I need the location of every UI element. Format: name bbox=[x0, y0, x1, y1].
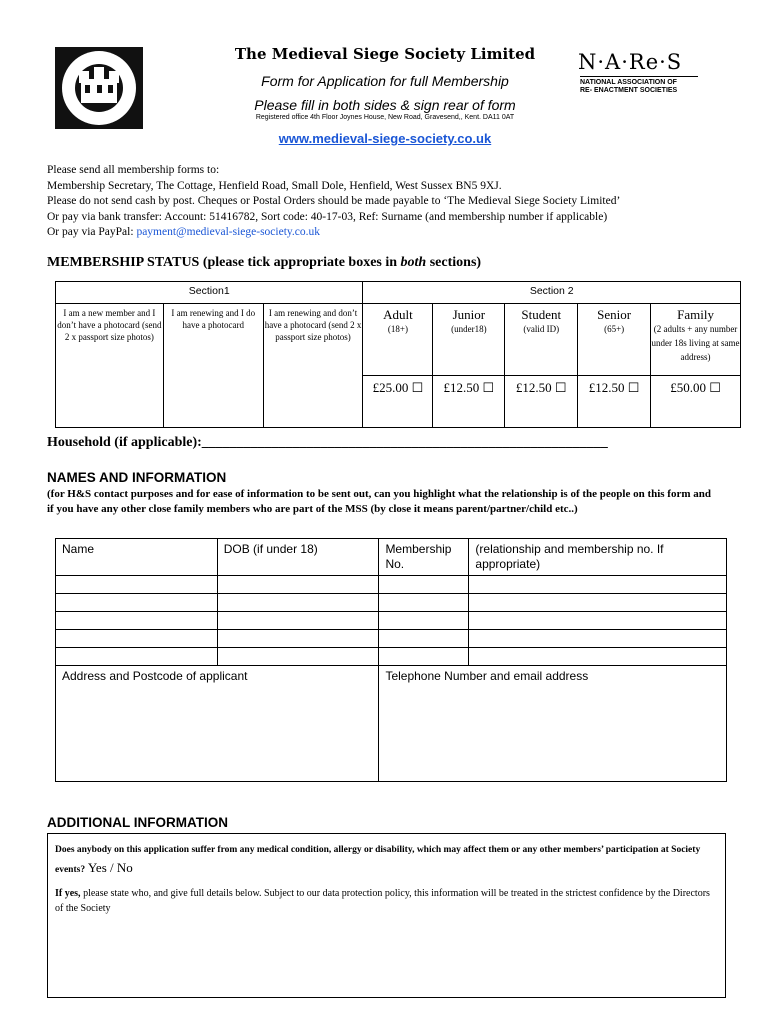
table-row-cell[interactable] bbox=[56, 576, 218, 594]
option-new-member[interactable]: I am a new member and I don’t have a photocard (send 2 x passport size photos) bbox=[56, 304, 164, 428]
form-instruction: Please fill in both sides & sign rear of form bbox=[254, 97, 516, 113]
table-row-cell[interactable] bbox=[217, 612, 379, 630]
table-row-cell[interactable] bbox=[469, 612, 727, 630]
table-row-cell[interactable] bbox=[469, 630, 727, 648]
nares-line2: RE- ENACTMENT SOCIETIES bbox=[580, 87, 678, 94]
nares-line1: NATIONAL ASSOCIATION OF bbox=[580, 79, 677, 86]
membership-status-heading: MEMBERSHIP STATUS (please tick appropriate boxes in both sections) bbox=[47, 255, 482, 270]
table-row-cell[interactable] bbox=[379, 576, 469, 594]
household-field[interactable]: Household (if applicable):__________________________________________________________ bbox=[47, 435, 608, 450]
table-row-cell[interactable] bbox=[56, 612, 218, 630]
table-row-cell[interactable] bbox=[469, 576, 727, 594]
table-row-cell[interactable] bbox=[379, 630, 469, 648]
table-row-cell[interactable] bbox=[56, 594, 218, 612]
additional-heading: ADDITIONAL INFORMATION bbox=[47, 815, 228, 830]
society-title: The Medieval Siege Society Limited bbox=[234, 45, 536, 63]
info-line: Or pay via bank transfer: Account: 51416782, Sort code: 40-17-03, Ref: Surname (and membership number if applicable) bbox=[47, 210, 608, 223]
info-line: Or pay via PayPal: payment@medieval-siege-society.co.uk bbox=[47, 226, 320, 238]
table-row-cell[interactable] bbox=[217, 648, 379, 666]
info-line: Please do not send cash by post. Cheques or Postal Orders should be made payable to ‘The Medieval Siege Society Limited’ bbox=[47, 195, 621, 207]
col-dob: DOB (if under 18) bbox=[217, 539, 379, 576]
registered-office: Registered office 4th Floor Joynes House, New Road, Gravesend,, Kent. DA11 0AT bbox=[255, 114, 515, 121]
address-field[interactable]: Address and Postcode of applicant bbox=[56, 666, 379, 782]
table-row-cell[interactable] bbox=[469, 594, 727, 612]
category-family: Family (2 adults + any number under 18s living at same address) bbox=[651, 304, 741, 376]
section1-header: Section1 bbox=[56, 282, 363, 304]
form-subtitle: Form for Application for full Membership bbox=[261, 73, 509, 89]
checkbox-icon[interactable]: ☐ bbox=[411, 380, 424, 395]
nares-divider bbox=[580, 76, 698, 77]
table-row-cell[interactable] bbox=[217, 576, 379, 594]
website-link[interactable]: www.medieval-siege-society.co.uk bbox=[278, 131, 492, 146]
names-note: (for H&S contact purposes and for ease of information to be sent out, can you highlight what the relationship is of the people on this form and if you have any other close family members who are part of the MSS (by close it means parent/partner/child etc..) bbox=[47, 488, 712, 515]
category-adult: Adult (18+) bbox=[363, 304, 433, 376]
col-membership-no: Membership No. bbox=[379, 539, 469, 576]
checkbox-icon[interactable]: ☐ bbox=[554, 380, 567, 395]
price-student[interactable]: £12.50 ☐ bbox=[505, 376, 578, 428]
info-line: Please send all membership forms to: bbox=[47, 164, 220, 176]
section2-header: Section 2 bbox=[363, 282, 741, 304]
table-row-cell[interactable] bbox=[217, 630, 379, 648]
checkbox-icon[interactable]: ☐ bbox=[627, 380, 640, 395]
price-junior[interactable]: £12.50 ☐ bbox=[433, 376, 505, 428]
price-adult[interactable]: £25.00 ☐ bbox=[363, 376, 433, 428]
category-junior: Junior (under18) bbox=[433, 304, 505, 376]
table-row-cell[interactable] bbox=[379, 594, 469, 612]
col-name: Name bbox=[56, 539, 218, 576]
option-renewing-no-photocard[interactable]: I am renewing and don’t have a photocard (send 2 x passport size photos) bbox=[263, 304, 363, 428]
table-row-cell[interactable] bbox=[217, 594, 379, 612]
col-relationship: (relationship and membership no. If appropriate) bbox=[469, 539, 727, 576]
price-senior[interactable]: £12.50 ☐ bbox=[578, 376, 651, 428]
medical-question: Does anybody on this application suffer from any medical condition, allergy or disability, which may affect them or any other members’ participation at Society events? Yes / No bbox=[55, 845, 701, 875]
category-senior: Senior (65+) bbox=[578, 304, 651, 376]
phone-email-field[interactable]: Telephone Number and email address bbox=[379, 666, 727, 782]
category-student: Student (valid ID) bbox=[505, 304, 578, 376]
table-row-cell[interactable] bbox=[469, 648, 727, 666]
postal-info bbox=[47, 163, 620, 241]
society-logo bbox=[55, 47, 143, 129]
names-heading: NAMES AND INFORMATION bbox=[47, 470, 227, 485]
names-table bbox=[55, 538, 727, 782]
info-line: Membership Secretary, The Cottage, Henfield Road, Small Dole, Henfield, West Sussex BN5 9XJ. bbox=[47, 179, 502, 192]
table-row-cell[interactable] bbox=[379, 648, 469, 666]
checkbox-icon[interactable]: ☐ bbox=[482, 380, 495, 395]
paypal-email-link[interactable]: payment@medieval-siege-society.co.uk bbox=[136, 226, 320, 238]
option-renewing-with-photocard[interactable]: I am renewing and I do have a photocard bbox=[163, 304, 263, 428]
table-row-cell[interactable] bbox=[56, 648, 218, 666]
price-family[interactable]: £50.00 ☐ bbox=[651, 376, 741, 428]
table-row-cell[interactable] bbox=[56, 630, 218, 648]
if-yes-instruction: If yes, please state who, and give full details below. Subject to our data protection policy, this information will be treated in the strictest confidence by the Directors of the Society bbox=[55, 888, 710, 914]
nares-logo: N·A·Re·S bbox=[578, 50, 683, 74]
table-row-cell[interactable] bbox=[379, 612, 469, 630]
yes-no-choice[interactable]: Yes / No bbox=[85, 860, 133, 875]
membership-status-table bbox=[55, 281, 741, 428]
checkbox-icon[interactable]: ☐ bbox=[709, 380, 721, 395]
